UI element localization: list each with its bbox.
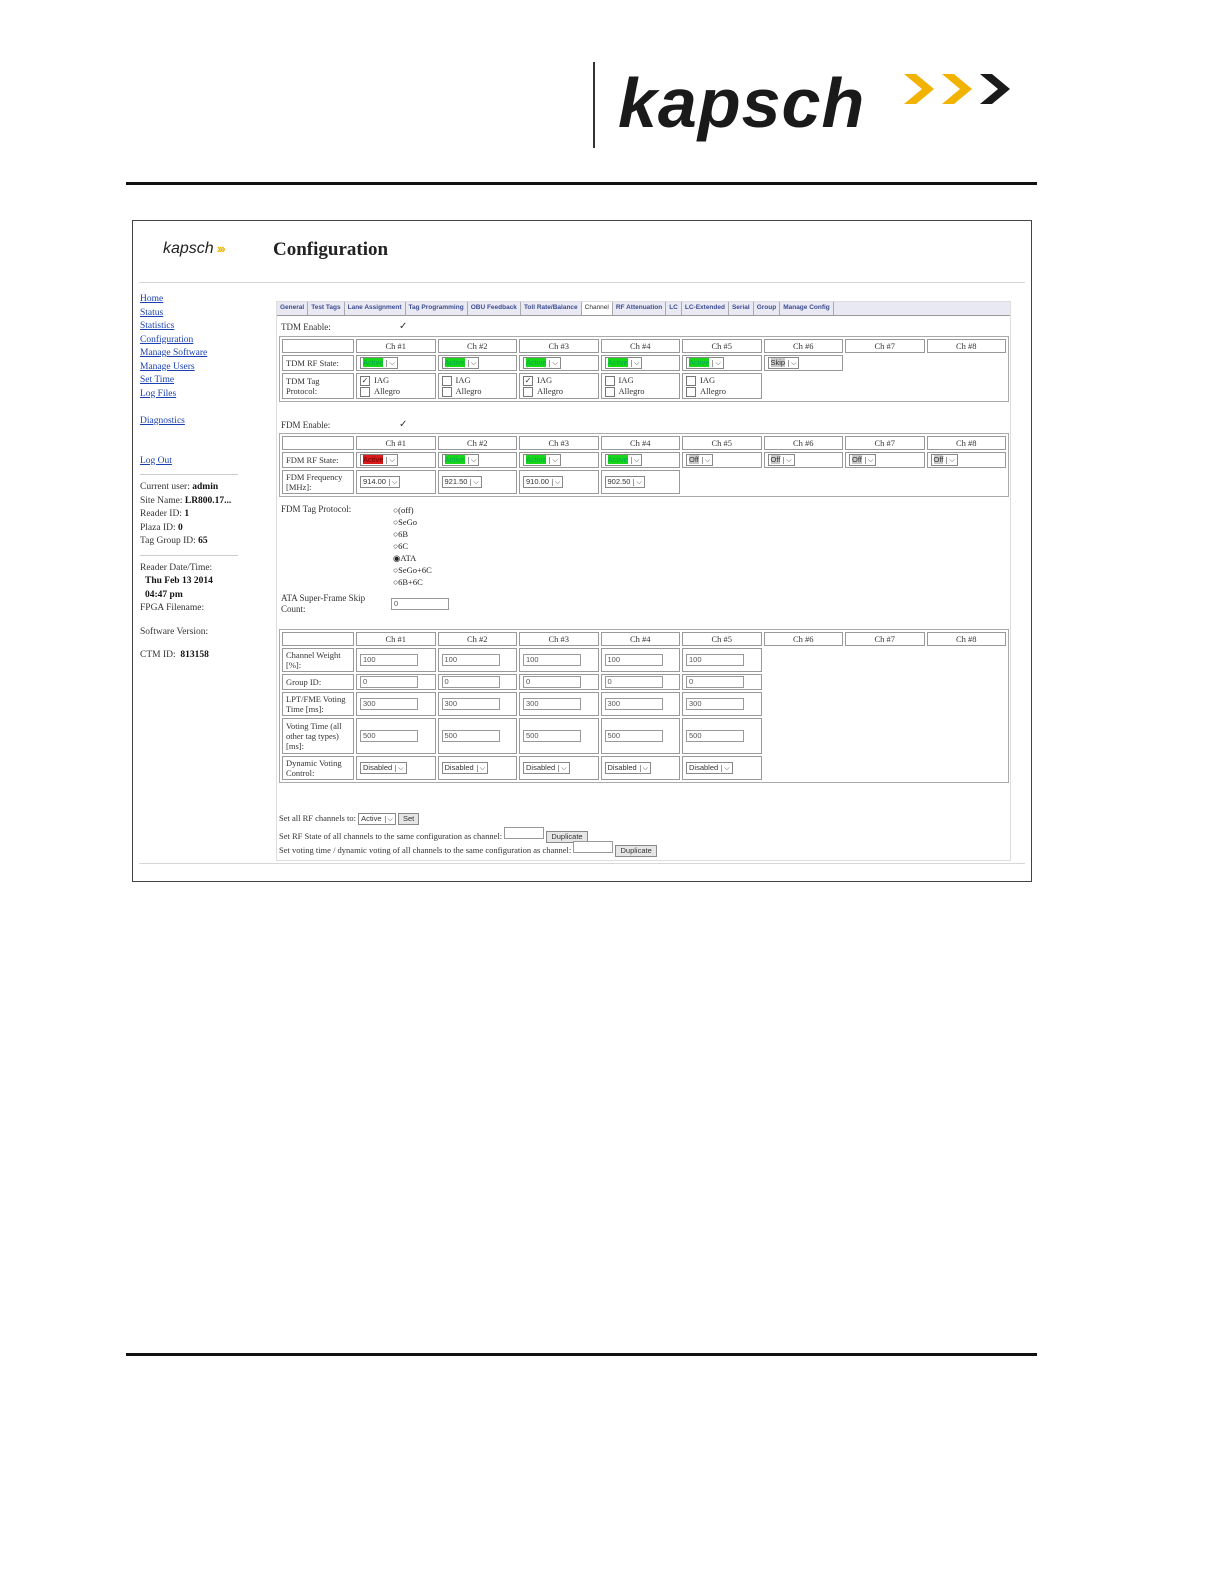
weight-input-5[interactable]: 100 (686, 654, 744, 666)
tdm-rf-select-3[interactable]: Active ⌵ (523, 357, 561, 369)
dynamic-select-4[interactable]: Disabled ⌵ (605, 762, 652, 774)
tab-group[interactable]: Group (754, 302, 781, 315)
group-input-4[interactable]: 0 (605, 676, 663, 688)
fdm-freq-select-1[interactable]: 914.00 ⌵ (360, 476, 400, 488)
chevron-down-icon: ⌵ (386, 360, 394, 367)
fdm-ch-header: Ch #5 (682, 436, 762, 450)
fdm-rf-select-7[interactable]: Off ⌵ (849, 454, 876, 466)
tab-general[interactable]: General (277, 302, 308, 315)
vote-ch-header: Ch #1 (356, 632, 436, 646)
group-label: Group ID: (282, 674, 354, 690)
tab-manage-config[interactable]: Manage Config (780, 302, 834, 315)
iag-checkbox-1[interactable]: ✓ (361, 376, 369, 386)
table-row (282, 648, 1006, 672)
chevron-down-icon: ⌵ (558, 765, 566, 772)
tdm-ch-header: Ch #2 (438, 339, 518, 353)
voting-table (279, 629, 1009, 783)
dynamic-select-5[interactable]: Disabled ⌵ (686, 762, 733, 774)
nav-log-files[interactable]: Log Files (140, 388, 177, 399)
table-row (282, 674, 1006, 690)
sidebar-divider (140, 474, 238, 475)
tab-bar (277, 302, 1010, 316)
chevron-down-icon: ⌵ (549, 457, 557, 464)
fdm-rf-select-5[interactable]: Off ⌵ (686, 454, 713, 466)
iag-checkbox-4[interactable] (605, 376, 615, 386)
tdm-enable-label: TDM Enable: (281, 322, 331, 332)
radio-ata[interactable]: ◉ATA (393, 553, 417, 563)
dynamic-select-2[interactable]: Disabled ⌵ (442, 762, 489, 774)
info-datetime-label: Reader Date/Time: (140, 562, 213, 573)
dup-rf-row: Set RF State of all channels to the same configuration as channel: Duplicate (279, 827, 588, 843)
group-input-5[interactable]: 0 (686, 676, 744, 688)
chevron-down-icon: ⌵ (783, 457, 791, 464)
tdm-table (279, 336, 1009, 402)
set-button[interactable]: Set (398, 813, 419, 825)
tdm-ch-header: Ch #7 (845, 339, 925, 353)
nav-manage-software[interactable]: Manage Software (140, 348, 208, 358)
tdm-rf-select-2[interactable]: Active ⌵ (442, 357, 480, 369)
tab-serial[interactable]: Serial (729, 302, 754, 315)
nav-home[interactable]: Home (140, 294, 164, 304)
tab-test-tags[interactable]: Test Tags (308, 302, 344, 315)
dup-vote-channel-input[interactable] (573, 841, 613, 853)
tdm-rf-select-1[interactable]: Active ⌵ (360, 357, 398, 369)
page-title: Configuration (273, 239, 389, 260)
fdm-freq-select-2[interactable]: 921.50 ⌵ (442, 476, 482, 488)
vote-ch-header: Ch #2 (438, 632, 518, 646)
sidebar-divider (140, 555, 238, 556)
chevron-down-icon: ⌵ (712, 360, 720, 367)
dynamic-select-1[interactable]: Disabled ⌵ (360, 762, 407, 774)
fdm-rf-select-6[interactable]: Off ⌵ (768, 454, 795, 466)
tab-obu-feedback[interactable]: OBU Feedback (468, 302, 521, 315)
allegro-checkbox-4[interactable] (605, 387, 615, 397)
weight-label: Channel Weight [%]: (282, 648, 354, 672)
table-row (282, 692, 1006, 716)
chevron-down-icon: ⌵ (631, 457, 639, 464)
lpt-input-5[interactable]: 300 (686, 698, 744, 710)
chevron-down-icon: ⌵ (386, 457, 394, 464)
nav-logout[interactable]: Log Out (140, 455, 172, 466)
info-current-user: Current user: admin (140, 482, 219, 492)
tab-lc-extended[interactable]: LC-Extended (682, 302, 729, 315)
group-input-3[interactable]: 0 (523, 676, 581, 688)
set-all-select[interactable]: Active ⌵ (358, 813, 396, 825)
group-input-1[interactable]: 0 (360, 676, 418, 688)
fdm-rf-select-1[interactable]: Active ⌵ (360, 454, 398, 466)
info-reader-id: Reader ID: 1 (140, 509, 190, 519)
tab-lc[interactable]: LC (666, 302, 682, 315)
info-date: Thu Feb 13 2014 (145, 576, 213, 586)
table-row (282, 632, 1006, 646)
iag-checkbox-2[interactable] (442, 376, 452, 386)
fdm-freq-select-4[interactable]: 902.50 ⌵ (605, 476, 645, 488)
fdm-ch-header: Ch #8 (927, 436, 1007, 450)
chevron-down-icon: ⌵ (477, 765, 485, 772)
chevron-down-icon: ⌵ (865, 457, 873, 464)
kapsch-logo: kapsch (618, 64, 866, 142)
voting-input-5[interactable]: 500 (686, 730, 744, 742)
tab-toll-rate[interactable]: Toll Rate/Balance (521, 302, 582, 315)
fdm-table (279, 433, 1009, 497)
info-time: 04:47 pm (145, 589, 183, 600)
dup-rf-channel-input[interactable] (504, 827, 544, 839)
info-tag-group-id: Tag Group ID: 65 (140, 536, 208, 546)
iag-checkbox-5[interactable] (686, 376, 696, 386)
table-row (282, 718, 1006, 754)
radio-6b-6c[interactable]: ○6B+6C (393, 577, 423, 587)
footer-rule (126, 1353, 1037, 1356)
table-row (282, 355, 1006, 371)
lpt-input-4[interactable]: 300 (605, 698, 663, 710)
table-row (282, 436, 1006, 450)
chevron-down-icon: ⌵ (549, 360, 557, 367)
radio-6c[interactable]: ○6C (393, 541, 409, 551)
tab-channel[interactable]: Channel (582, 302, 613, 315)
weight-input-2[interactable]: 100 (442, 654, 500, 666)
weight-input-4[interactable]: 100 (605, 654, 663, 666)
app-logo: kapsch ››› (163, 240, 224, 257)
fdm-ch-header: Ch #7 (845, 436, 925, 450)
weight-input-3[interactable]: 100 (523, 654, 581, 666)
tab-lane-assignment[interactable]: Lane Assignment (345, 302, 406, 315)
corner-cell (282, 339, 354, 353)
lpt-input-1[interactable]: 300 (360, 698, 418, 710)
fdm-ch-header: Ch #2 (438, 436, 518, 450)
radio-sego[interactable]: ○SeGo (393, 517, 418, 527)
radio-6b[interactable]: ○6B (393, 529, 409, 539)
fdm-ch-header: Ch #3 (519, 436, 599, 450)
group-input-2[interactable]: 0 (442, 676, 500, 688)
corner-cell (282, 632, 354, 646)
tdm-ch-header: Ch #5 (682, 339, 762, 353)
dynamic-label: Dynamic Voting Control: (282, 756, 354, 780)
channel-config-panel (276, 301, 1011, 861)
info-fpga: FPGA Filename: (140, 603, 205, 613)
fdm-tag-protocol-label: FDM Tag Protocol: (281, 504, 352, 514)
tdm-ch-header: Ch #1 (356, 339, 436, 353)
voting-time-label: Voting Time (all other tag types) [ms]: (282, 718, 354, 754)
chevron-down-icon: ⌵ (552, 479, 560, 486)
corner-cell (282, 436, 354, 450)
info-plaza-id: Plaza ID: 0 (140, 522, 183, 533)
tdm-ch-header: Ch #3 (519, 339, 599, 353)
allegro-checkbox-5[interactable] (686, 387, 696, 397)
fdm-enable-checkbox[interactable]: ✓ (399, 419, 408, 430)
chevron-down-icon: ⌵ (702, 457, 710, 464)
header-rule (126, 182, 1037, 185)
fdm-ch-header: Ch #1 (356, 436, 436, 450)
voting-input-3[interactable]: 500 (523, 730, 581, 742)
sidebar (140, 293, 240, 663)
chevron-down-icon: ⌵ (946, 457, 954, 464)
radio-off[interactable]: ○(off) (393, 505, 414, 515)
nav-manage-users[interactable]: Manage Users (140, 361, 195, 372)
iag-checkbox-3[interactable]: ✓ (524, 376, 532, 386)
fdm-protocol-radio-group (393, 504, 432, 588)
fdm-ch-header: Ch #6 (764, 436, 844, 450)
tdm-rf-select-4[interactable]: Active ⌵ (605, 357, 643, 369)
dynamic-select-3[interactable]: Disabled ⌵ (523, 762, 570, 774)
nav-statistics[interactable]: Statistics (140, 321, 175, 331)
logo-arrows-icon: ››› (216, 241, 224, 256)
tdm-ch-header: Ch #4 (601, 339, 681, 353)
vote-ch-header: Ch #3 (519, 632, 599, 646)
fdm-ch-header: Ch #4 (601, 436, 681, 450)
chevron-down-icon: ⌵ (395, 765, 403, 772)
ata-skip-input[interactable]: 0 (391, 598, 449, 610)
table-row: TDM Tag Protocol: ✓ IAG Allegro IAG Allegro ✓ IAG Allegro IAG Allegro IAG Allegro (282, 373, 1006, 399)
tdm-rf-state-label: TDM RF State: (282, 355, 354, 371)
dup-vote-button[interactable]: Duplicate (615, 845, 656, 857)
tdm-rf-select-6[interactable]: Skip ⌵ (768, 357, 800, 369)
vote-ch-header: Ch #4 (601, 632, 681, 646)
fdm-rf-select-4[interactable]: Active ⌵ (605, 454, 643, 466)
fdm-rf-state-label: FDM RF State: (282, 452, 354, 468)
radio-sego-6c[interactable]: ○SeGo+6C (393, 565, 432, 575)
chevron-down-icon: ⌵ (468, 457, 476, 464)
table-row (282, 470, 1006, 494)
fdm-enable-label: FDM Enable: (281, 420, 331, 430)
fdm-freq-select-3[interactable]: 910.00 ⌵ (523, 476, 563, 488)
allegro-checkbox-1[interactable] (360, 387, 370, 397)
set-all-row: Set all RF channels to: Active ⌵ Set (279, 813, 419, 825)
chevron-down-icon: ⌵ (389, 479, 397, 486)
vote-ch-header: Ch #7 (845, 632, 925, 646)
chevron-down-icon: ⌵ (721, 765, 729, 772)
info-ctm-id: CTM ID: 813158 (140, 650, 209, 660)
tdm-ch-header: Ch #8 (927, 339, 1007, 353)
tab-rf-attenuation[interactable]: RF Attenuation (613, 302, 666, 315)
fdm-rf-select-2[interactable]: Active ⌵ (442, 454, 480, 466)
footer-divider (139, 863, 1025, 864)
screenshot-frame (132, 220, 1032, 882)
dup-rf-button[interactable]: Duplicate (546, 831, 587, 843)
chevron-down-icon: ⌵ (470, 479, 478, 486)
table-row (282, 756, 1006, 780)
voting-input-4[interactable]: 500 (605, 730, 663, 742)
lpt-input-2[interactable]: 300 (442, 698, 500, 710)
table-row (282, 452, 1006, 468)
header-divider (593, 62, 595, 148)
fdm-rf-select-3[interactable]: Active ⌵ (523, 454, 561, 466)
title-divider (139, 282, 1025, 283)
vote-ch-header: Ch #5 (682, 632, 762, 646)
info-software: Software Version: (140, 626, 209, 637)
vote-ch-header: Ch #8 (927, 632, 1007, 646)
tdm-tag-protocol-label: TDM Tag Protocol: (282, 373, 354, 399)
tab-tag-programming[interactable]: Tag Programming (406, 302, 468, 315)
chevron-down-icon: ⌵ (633, 479, 641, 486)
lpt-label: LPT/FME Voting Time [ms]: (282, 692, 354, 716)
tdm-ch-header: Ch #6 (764, 339, 844, 353)
chevron-down-icon: ⌵ (640, 765, 648, 772)
info-site-name: Site Name: LR800.17... (140, 495, 232, 506)
chevron-down-icon: ⌵ (385, 816, 393, 823)
chevron-down-icon: ⌵ (468, 360, 476, 367)
nav-status[interactable]: Status (140, 307, 164, 318)
nav-configuration[interactable]: Configuration (140, 334, 194, 345)
voting-input-1[interactable]: 500 (360, 730, 418, 742)
tdm-enable-checkbox[interactable]: ✓ (399, 321, 408, 332)
tdm-rf-select-5[interactable]: Active ⌵ (686, 357, 724, 369)
allegro-checkbox-2[interactable] (442, 387, 452, 397)
dup-vote-row: Set voting time / dynamic voting of all channels to the same configuration as channel: Duplicate (279, 841, 657, 857)
voting-input-2[interactable]: 500 (442, 730, 500, 742)
table-row (282, 339, 1006, 353)
ata-skip-label: ATA Super-Frame Skip Count: (281, 593, 366, 614)
chevron-down-icon: ⌵ (788, 360, 796, 367)
nav-set-time[interactable]: Set Time (140, 375, 175, 385)
kapsch-arrows-icon (904, 64, 1024, 114)
vote-ch-header: Ch #6 (764, 632, 844, 646)
weight-input-1[interactable]: 100 (360, 654, 418, 666)
lpt-input-3[interactable]: 300 (523, 698, 581, 710)
fdm-rf-select-8[interactable]: Off ⌵ (931, 454, 958, 466)
nav-diagnostics[interactable]: Diagnostics (140, 416, 185, 426)
chevron-down-icon: ⌵ (631, 360, 639, 367)
fdm-frequency-label: FDM Frequency [MHz]: (282, 470, 354, 494)
allegro-checkbox-3[interactable] (523, 387, 533, 397)
